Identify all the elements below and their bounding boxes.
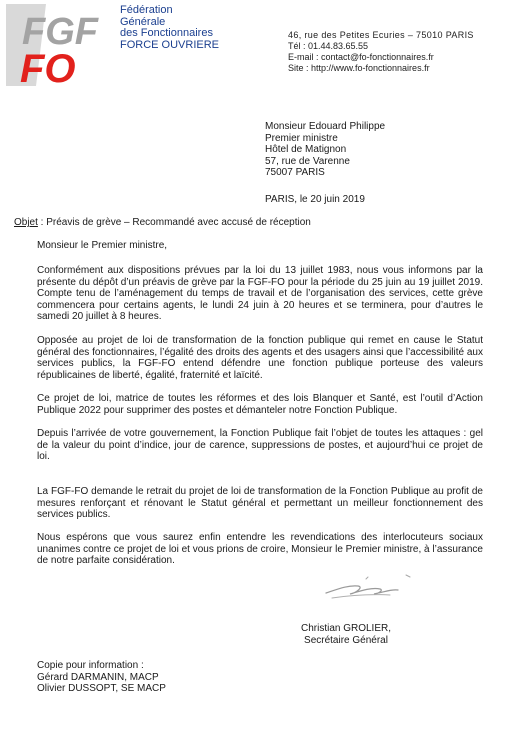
signer-block [286, 623, 406, 646]
copy-heading: Copie pour information : [37, 660, 144, 671]
organization-name [120, 5, 219, 51]
org-line: Fédération [120, 4, 173, 16]
handwritten-signature [318, 567, 418, 603]
org-line: FORCE OUVRIERE [120, 38, 220, 51]
body-paragraph: Opposée au projet de loi de transformation de la fonction publique qui remet en cause le Statut général des fonctionnaires, l’égalité des droits des agents et des usagers ainsi que l’accessibilité aux services publics, la FGF-FO entend défendre une fonction publique porteuse des valeurs républicaines de liberté, égalité, fraternité et laïcité. [37, 335, 483, 381]
subject-text: : Préavis de grève – Recommandé avec accusé de réception [37, 217, 311, 228]
recipient-line: Monsieur Edouard Philippe [265, 121, 386, 132]
contact-address: 46, rue des Petites Ecuries – 75010 PARIS [288, 30, 474, 40]
salutation: Monsieur le Premier ministre, [37, 240, 168, 251]
recipient-address [265, 121, 385, 179]
copy-line: Olivier DUSSOPT, SE MACP [37, 683, 166, 694]
body-paragraph: Ce projet de loi, matrice de toutes les réformes et des lois Blanquer et Santé, est l’outil d’Action Publique 2022 pour supprimer des postes et démanteler notre Fonction Publique. [37, 393, 483, 416]
place-date: PARIS, le 20 juin 2019 [265, 194, 365, 205]
recipient-line: 75007 PARIS [265, 167, 325, 178]
copy-line: Gérard DARMANIN, MACP [37, 671, 159, 683]
logo-fgf-text: FGF [22, 11, 98, 53]
logo-fo-text: FO [20, 47, 76, 86]
body-paragraph: Nous espérons que vous saurez enfin entendre les revendications des interlocuteurs sociaux unanimes contre ce projet de loi et vous prions de croire, Monsieur le Premier ministre, à l’assurance de notre parfaite considération. [37, 532, 483, 567]
contact-website[interactable]: Site : http://www.fo-fonctionnaires.fr [288, 63, 430, 73]
signer-name: Christian GROLIER, [300, 623, 392, 634]
copy-recipients [37, 660, 166, 695]
contact-block [288, 30, 474, 74]
subject-line [14, 217, 311, 228]
recipient-line: 57, rue de Varenne [265, 155, 350, 167]
signer-title: Secrétaire Général [304, 634, 388, 646]
body-paragraph: Depuis l’arrivée de votre gouvernement, la Fonction Publique fait l’objet de toutes les attaques : gel de la valeur du point d’indice, jour de carence, suppressions de postes, et aujourd’hui ce projet de loi. [37, 428, 483, 463]
fgf-fo-logo [6, 4, 116, 86]
org-line: des Fonctionnaires [120, 27, 213, 39]
contact-email[interactable]: E-mail : contact@fo-fonctionnaires.fr [288, 52, 434, 62]
recipient-line: Premier ministre [265, 132, 338, 144]
recipient-line: Hôtel de Matignon [265, 144, 347, 155]
body-paragraph: La FGF-FO demande le retrait du projet de loi de transformation de la Fonction Publique au profit de mesures renforçant et rénovant le Statut général et permettant un meilleur fonctionnement des services publics. [37, 486, 483, 521]
body-paragraph: Conformément aux dispositions prévues par la loi du 13 juillet 1983, nous vous informons par la présente du dépôt d’un préavis de grève par la FGF-FO pour la période du 25 juin au 19 juillet 2019. Compte tenu de l’aménagement du temps de travail et de l’organisation des services, cette grève commencera pour certains agents, le lundi 24 juin à 20 heures et se terminera, pour d’autres le samedi 20 juillet à 8 heures. [37, 265, 483, 323]
org-line: Générale [120, 15, 166, 28]
subject-label: Objet [14, 217, 38, 228]
contact-phone: Tél : 01.44.83.65.55 [288, 41, 369, 51]
